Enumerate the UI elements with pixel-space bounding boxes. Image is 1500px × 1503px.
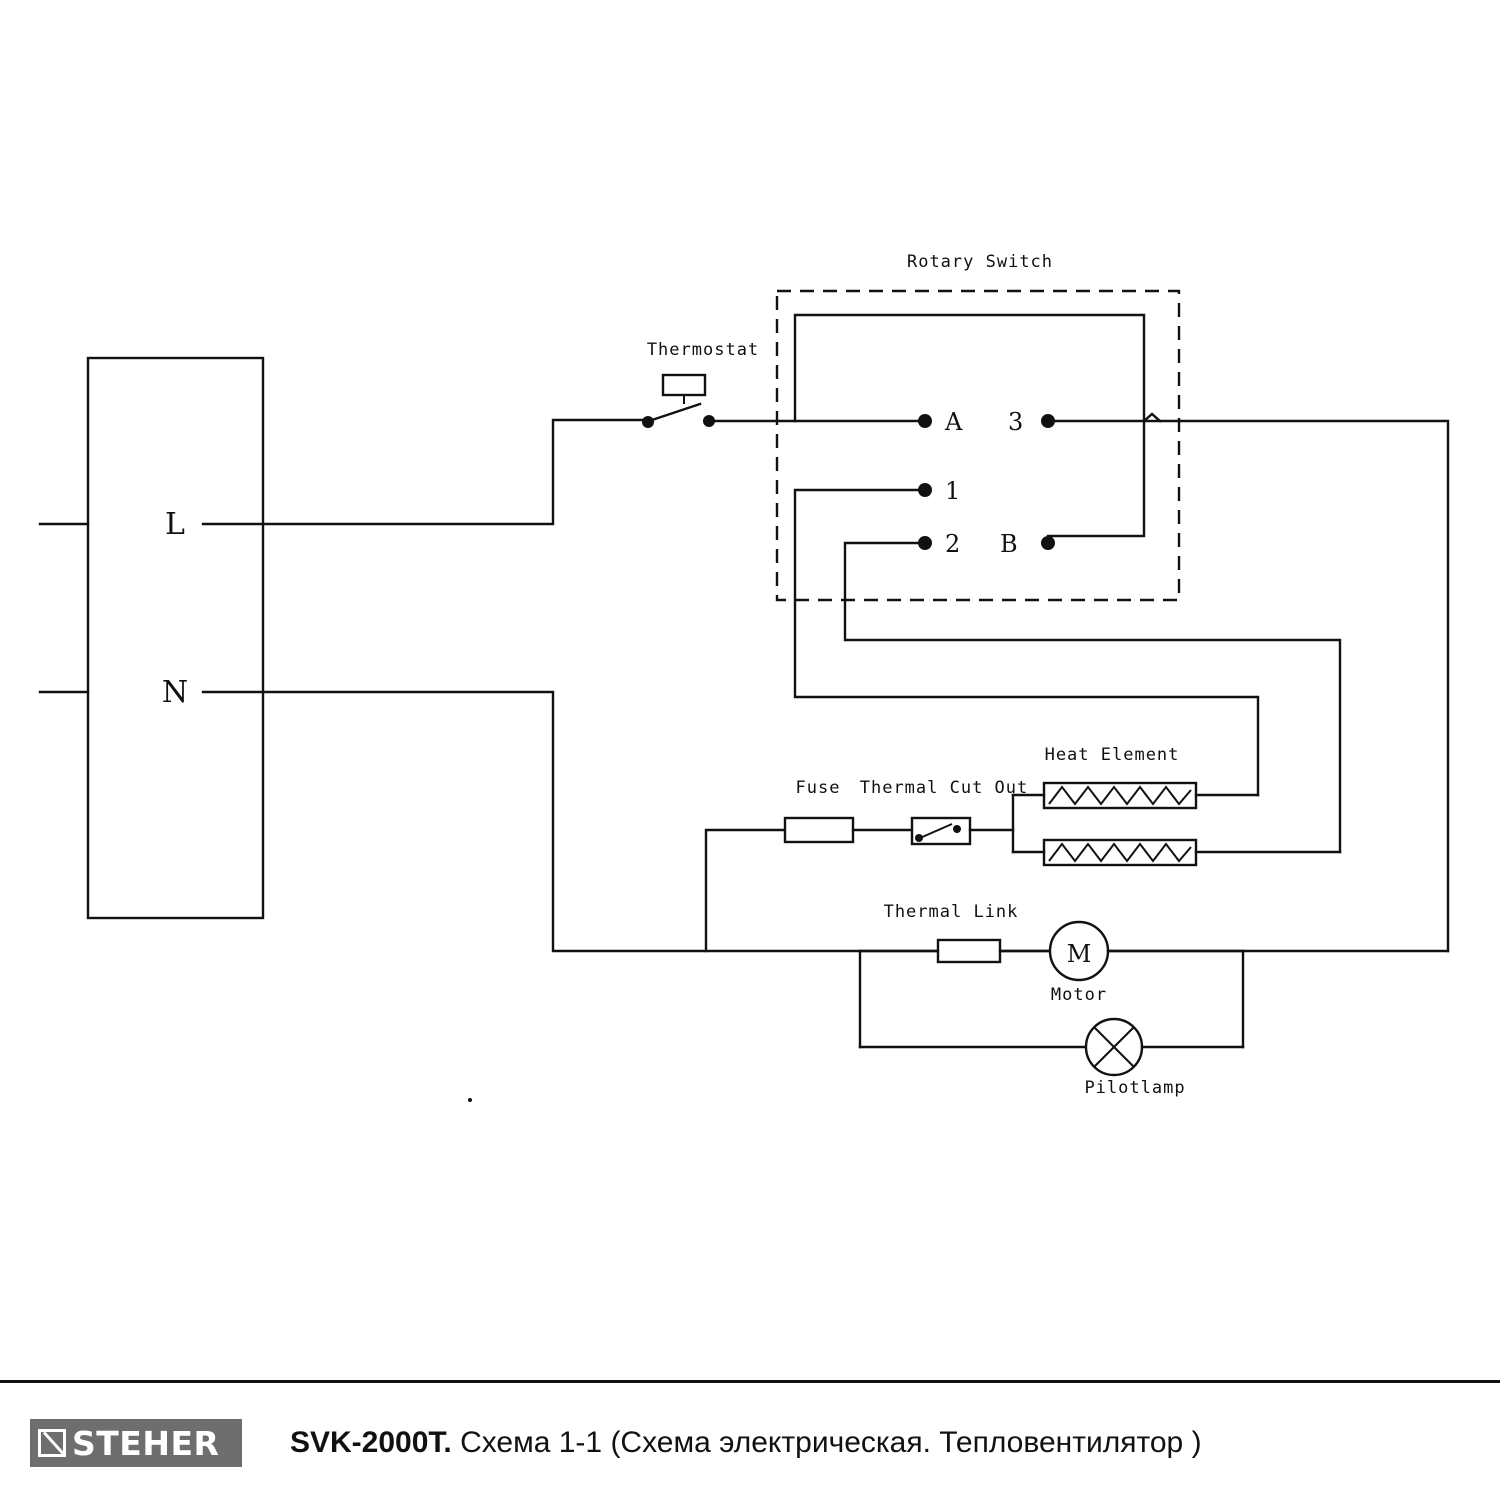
thermal-link-body [938, 940, 1000, 962]
contact-b-label: B [1000, 530, 1018, 558]
steher-logo [30, 1419, 242, 1467]
switch-link-a-to-3 [795, 315, 1144, 421]
thermal-cut-out-right-node [953, 825, 961, 833]
fuse-label: Fuse [795, 778, 841, 798]
live-wire-to-thermostat [203, 420, 645, 524]
stray-mark [468, 1098, 472, 1102]
motor-symbol-label: M [1066, 940, 1092, 968]
rotary-switch-label: Rotary Switch [906, 252, 1054, 272]
thermal-cut-out-left-node [915, 834, 923, 842]
contact-1-label: 1 [945, 477, 961, 505]
thermostat-body [663, 375, 705, 395]
figure-caption [290, 1426, 1202, 1460]
heat-element-label: Heat Element [1044, 745, 1180, 765]
contact-b-node [1041, 536, 1055, 550]
neutral-terminal-label: N [161, 675, 189, 710]
wire-neutral-to-fuse [706, 830, 785, 951]
thermostat-blade [649, 404, 700, 421]
contact-2-label: 2 [945, 530, 961, 558]
model-number: SVK-2000T. [290, 1426, 452, 1459]
motor-label: Motor [1050, 985, 1108, 1005]
footer-bar [0, 1380, 1500, 1503]
thermal-cut-out-label: Thermal Cut Out [859, 778, 1029, 798]
logo-mark-icon [38, 1429, 66, 1457]
rotary-switch-enclosure [777, 291, 1179, 600]
caption-text: Схема 1-1 (Схема электрическая. Тепловентилятор ) [460, 1426, 1202, 1459]
switch-link-3-to-b [1048, 421, 1144, 536]
line-terminal-label: L [165, 507, 185, 542]
thermal-link-label: Thermal Link [883, 902, 1019, 922]
thermostat-label: Thermostat [646, 340, 760, 360]
terminal-block [88, 358, 263, 918]
wire-contact1-to-heater1 [795, 490, 1258, 795]
thermostat-left-node [642, 416, 654, 428]
pilot-lamp-label: Pilotlamp [1084, 1078, 1186, 1098]
contact-3-label: 3 [1008, 408, 1024, 436]
right-bus-wire [1048, 421, 1448, 951]
wire-cutout-to-heater-bus [970, 795, 1013, 830]
contact-a-label: A [945, 408, 963, 436]
contact-a-node [918, 414, 932, 428]
fuse-body [785, 818, 853, 842]
logo-text: STEHER [72, 1423, 220, 1463]
